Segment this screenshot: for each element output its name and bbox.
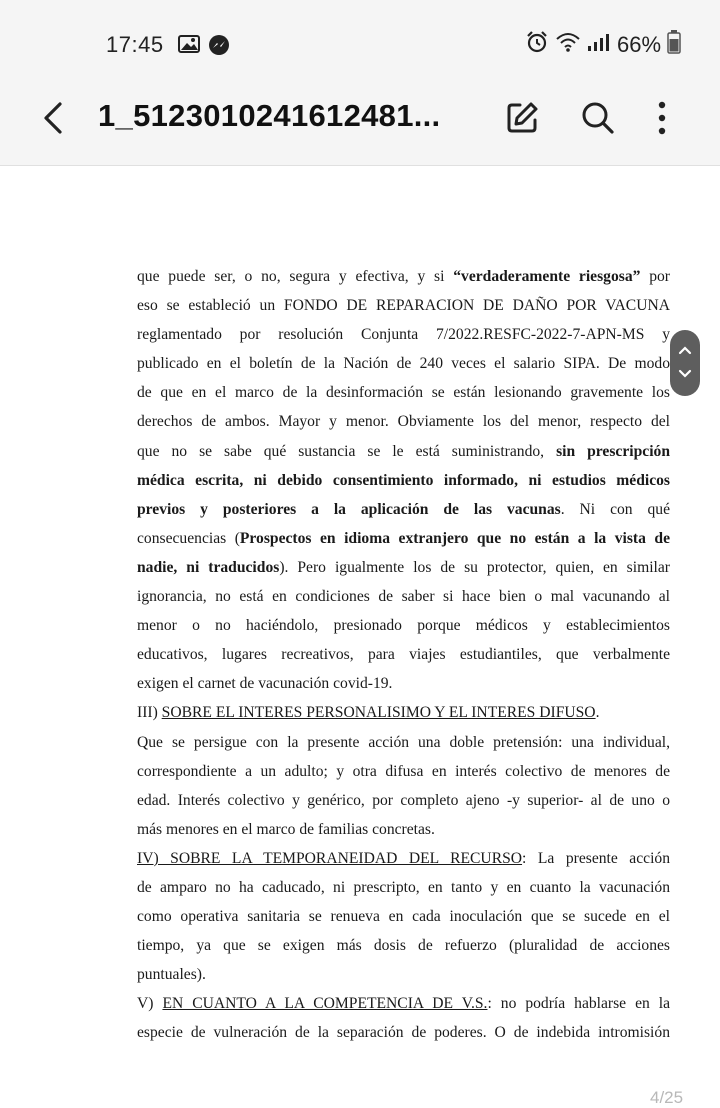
- document-line: [137, 262, 670, 291]
- text-segment: puntuales).: [137, 966, 206, 984]
- document-line: [137, 815, 670, 844]
- text-segment: : La presente acción: [522, 849, 670, 867]
- document-line: [137, 931, 670, 960]
- text-segment: eso se estableció un FONDO DE REPARACION DE DAÑO POR VACUNA: [137, 297, 670, 315]
- text-segment: : no podría hablarse en la: [487, 995, 670, 1013]
- document-line: [137, 757, 670, 786]
- text-segment: EN CUANTO A LA COMPETENCIA DE V.S.: [162, 995, 488, 1013]
- document-line: [137, 553, 670, 582]
- text-segment: derechos de ambos. Mayor y menor. Obviamente los del menor, respecto del: [137, 413, 670, 431]
- document-line: [137, 698, 670, 727]
- text-segment: de que en el marco de la desinformación se están lesionando gravemente los: [137, 384, 670, 402]
- text-segment: .: [595, 704, 600, 722]
- document-line: [137, 989, 670, 1018]
- document-line: [137, 407, 670, 436]
- text-segment: exigen el carnet de vacunación covid-19.: [137, 675, 393, 693]
- text-segment: más menores en el marco de familias concretas.: [137, 820, 435, 838]
- text-segment: IV) SOBRE LA TEMPORANEIDAD DEL RECURSO: [137, 849, 523, 867]
- text-segment: ignorancia, no está en condiciones de saber si hace bien o mal vacunando al: [137, 588, 670, 606]
- text-segment: consecuencias (: [137, 529, 240, 547]
- document-line: [137, 844, 670, 873]
- text-segment: especie de vulneración de la separación de poderes. O de indebida intromisión: [137, 1024, 670, 1042]
- text-segment: “verdaderamente riesgosa”: [453, 268, 641, 285]
- document-title: 1_5123010241612481...: [98, 98, 441, 133]
- search-icon[interactable]: [580, 100, 616, 136]
- document-page-text: [137, 262, 670, 1048]
- text-segment: edad. Interés colectivo y genérico, por completo ajeno -y superior- al de uno o: [137, 791, 670, 809]
- back-arrow-icon[interactable]: [36, 98, 72, 138]
- document-line: [137, 960, 670, 989]
- document-line: [137, 582, 670, 611]
- document-line: [137, 1018, 670, 1047]
- battery-icon: [667, 30, 681, 60]
- document-line: [137, 320, 670, 349]
- text-segment: reglamentado por resolución Conjunta 7/2022.RESFC-2022-7-APN-MS y: [137, 326, 670, 344]
- top-bar: [0, 0, 720, 166]
- chevron-up-icon[interactable]: [677, 342, 693, 358]
- wifi-icon: [555, 31, 581, 59]
- text-segment: menor o no haciéndolo, presionado porque médicos y establecimientos: [137, 617, 670, 635]
- gallery-icon: [178, 34, 200, 60]
- text-segment: SOBRE EL INTERES PERSONALISIMO Y EL INTERES DIFUSO: [161, 704, 596, 722]
- text-segment: previos y posteriores a la aplicación de las vacunas: [137, 500, 561, 518]
- document-line: [137, 669, 670, 698]
- document-line: [137, 786, 670, 815]
- text-segment: por: [640, 268, 670, 285]
- status-time: 17:45: [106, 32, 164, 57]
- document-line: [137, 873, 670, 902]
- page-indicator: 4/25: [650, 1088, 684, 1107]
- alarm-icon: [525, 30, 549, 60]
- text-segment: ). Pero igualmente los de su protector, quien, en similar: [279, 558, 670, 576]
- app-bar: [0, 86, 720, 150]
- text-segment: de amparo no ha caducado, ni prescripto, en tanto y en cuanto la vacunación: [137, 878, 670, 896]
- status-bar: [0, 28, 720, 62]
- text-segment: que no se sabe qué sustancia se le está suministrando,: [137, 442, 557, 460]
- page-scroller[interactable]: [670, 330, 700, 396]
- messenger-icon: [208, 34, 230, 62]
- document-line: [137, 291, 670, 320]
- text-segment: tiempo, ya que se exigen más dosis de refuerzo (pluralidad de acciones: [137, 937, 670, 955]
- text-segment: correspondiente a un adulto; y otra difusa en interés colectivo de menores de: [137, 762, 670, 780]
- document-line: [137, 437, 670, 466]
- chevron-down-icon[interactable]: [677, 366, 693, 382]
- document-line: [137, 728, 670, 757]
- document-line: [137, 378, 670, 407]
- more-vert-icon[interactable]: [650, 98, 674, 138]
- text-segment: sin prescripción: [556, 442, 670, 460]
- battery-percent: 66%: [617, 32, 662, 57]
- edit-icon[interactable]: [504, 100, 540, 136]
- text-segment: Prospectos en idioma extranjero que no están a la vista de: [239, 529, 670, 547]
- status-right: [525, 30, 681, 60]
- text-segment: III): [137, 704, 162, 722]
- text-segment: que puede ser, o no, segura y efectiva, y si: [137, 268, 454, 285]
- text-segment: como operativa sanitaria se renueva en cada inoculación que se sucede en el: [137, 908, 670, 926]
- document-line: [137, 611, 670, 640]
- document-line: [137, 495, 670, 524]
- document-line: [137, 902, 670, 931]
- text-segment: nadie, ni traducidos: [137, 558, 280, 576]
- text-segment: publicado en el boletín de la Nación de 240 veces el salario SIPA. De modo: [137, 355, 670, 373]
- text-segment: . Ni con qué: [560, 500, 670, 518]
- text-segment: médica escrita, ni debido consentimiento informado, ni estudios médicos: [137, 471, 670, 489]
- document-line: [137, 640, 670, 669]
- document-line: [137, 524, 670, 553]
- text-segment: V): [137, 995, 163, 1013]
- signal-icon: [587, 32, 609, 58]
- text-segment: Que se persigue con la presente acción una doble pretensión: una individual,: [137, 733, 670, 751]
- document-line: [137, 466, 670, 495]
- document-line: [137, 349, 670, 378]
- text-segment: educativos, lugares recreativos, para viajes estudiantiles, que verbalmente: [137, 646, 670, 664]
